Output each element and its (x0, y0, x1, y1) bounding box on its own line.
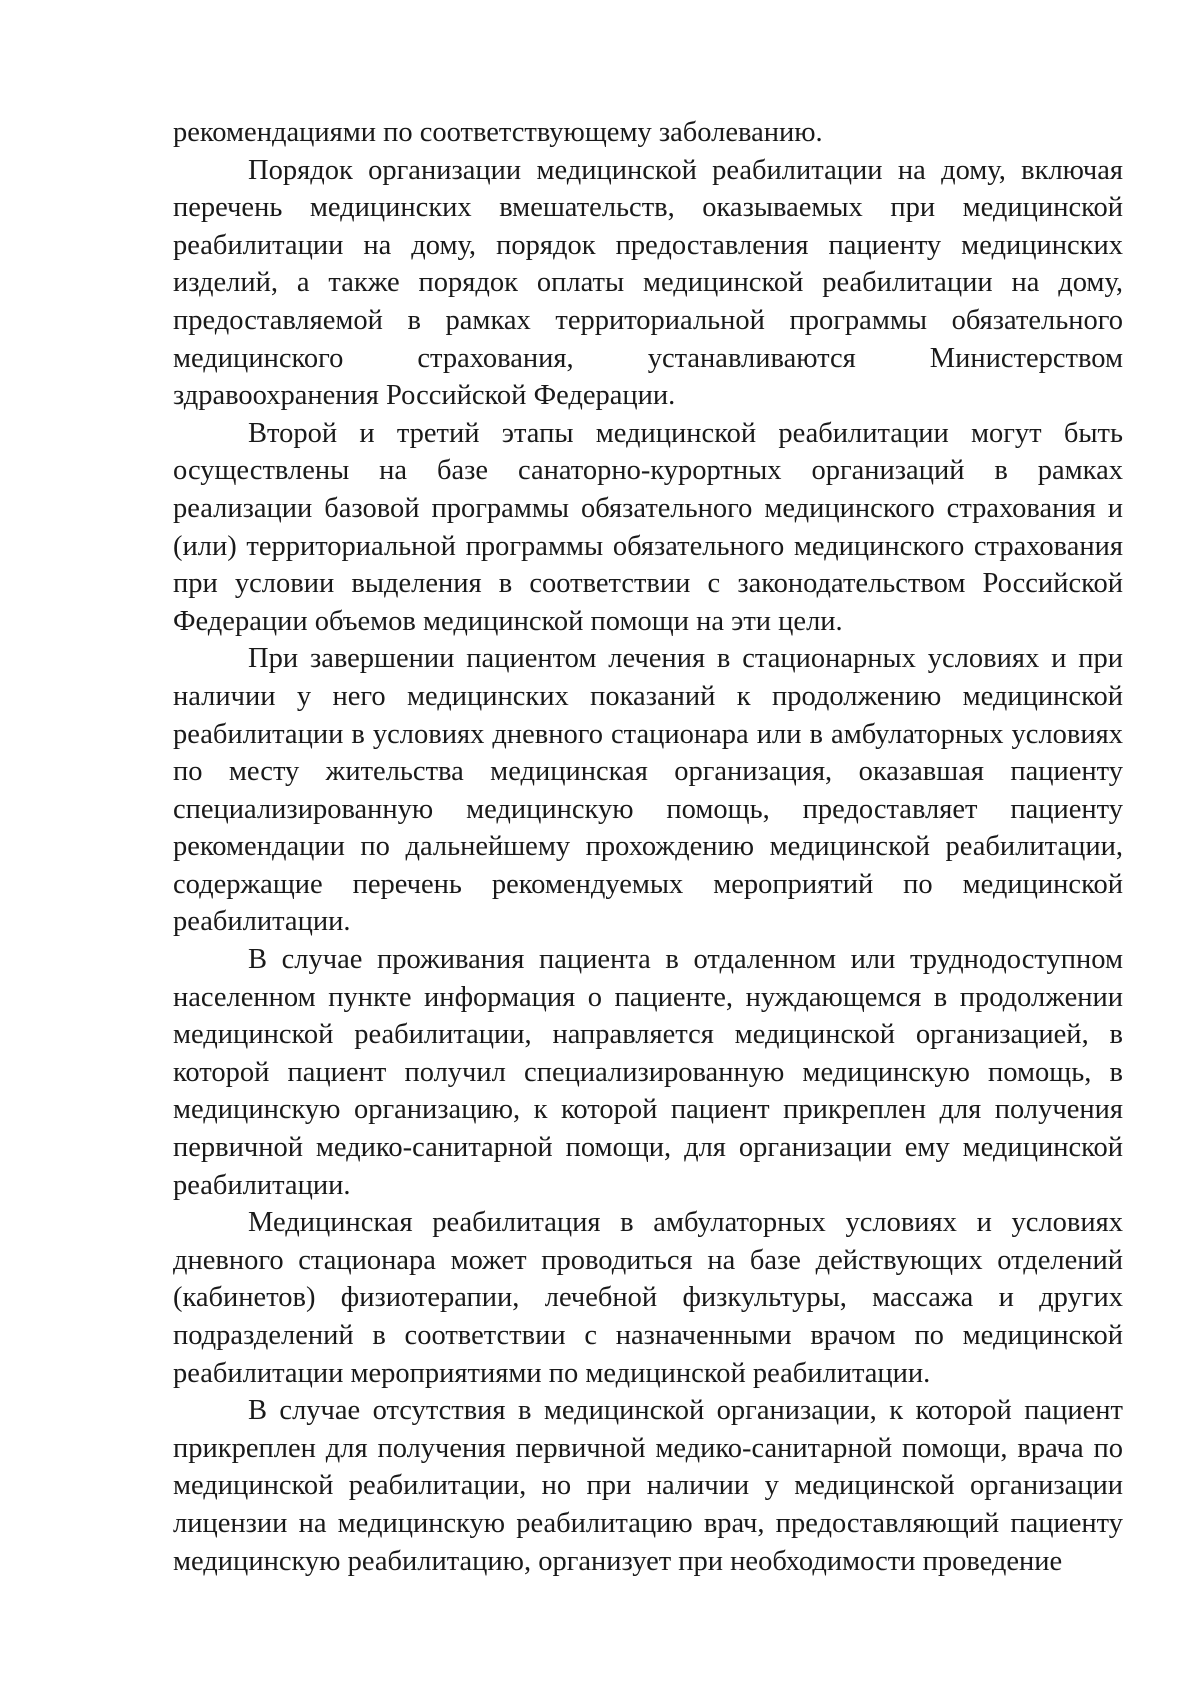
paragraph-discharge-recommendations: При завершении пациентом лечения в стационарных условиях и при наличии у него медицинских показаний к продолжению медицинской реабилитации в условиях дневного стационара или в амбулаторных условиях по месту жительства медицинская организация, оказавшая пациенту специализированную медицинскую помощь, предоставляет пациенту рекомендации по дальнейшему прохождению медицинской реабилитации, содержащие перечень рекомендуемых мероприятий по медицинской реабилитации. (173, 643, 1123, 938)
paragraph-no-rehab-doctor: В случае отсутствия в медицинской организации, к которой пациент прикреплен для получения первичной медико-санитарной помощи, врача по медицинской реабилитации, но при наличии у медицинской организации лицензии на медицинскую реабилитацию врач, предоставляющий пациенту медицинскую реабилитацию, организует при необходимости проведение (173, 1395, 1123, 1577)
paragraph-sanatorium-stages: Второй и третий этапы медицинской реабилитации могут быть осуществлены на базе санаторно-курортных организаций в рамках реализации базовой программы обязательного медицинского страхования и (или) территориальной программы обязательного медицинского страхования при условии выделения в соответствии с законодательством Российской Федерации объемов медицинской помощи на эти цели. (173, 417, 1123, 637)
document-body (173, 114, 1123, 1580)
paragraph-continuation: рекомендациями по соответствующему заболеванию. (173, 117, 823, 148)
paragraph-remote-settlement: В случае проживания пациента в отдаленном или труднодоступном населенном пункте информация о пациенте, нуждающемся в продолжении медицинской реабилитации, направляется медицинской организацией, в которой пациент получил специализированную медицинскую помощь, в медицинскую организацию, к которой пациент прикреплен для получения первичной медико-санитарной помощи, для организации ему медицинской реабилитации. (173, 944, 1123, 1201)
paragraph-home-rehabilitation-order: Порядок организации медицинской реабилитации на дому, включая перечень медицинских вмешательств, оказываемых при медицинской реабилитации на дому, порядок предоставления пациенту медицинских изделий, а также порядок оплаты медицинской реабилитации на дому, предоставляемой в рамках территориальной программы обязательного медицинского страхования, устанавливаются Министерством здравоохранения Российской Федерации. (173, 154, 1123, 412)
paragraph-outpatient-rehabilitation: Медицинская реабилитация в амбулаторных условиях и условиях дневного стационара может проводиться на базе действующих отделений (кабинетов) физиотерапии, лечебной физкультуры, массажа и других подразделений в соответствии с назначенными врачом по медицинской реабилитации мероприятиями по медицинской реабилитации. (173, 1207, 1123, 1389)
